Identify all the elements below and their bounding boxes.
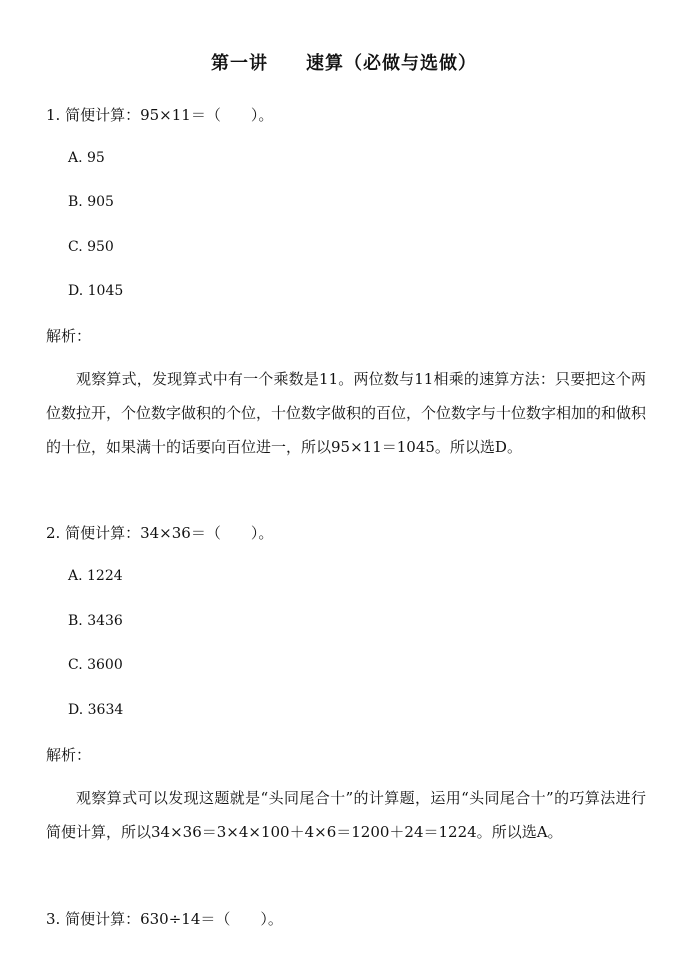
question-3-stem: 3. 简便计算：630÷14＝（ ）。: [46, 910, 283, 928]
question-1-option-a: A. 95: [68, 150, 105, 166]
question-2-option-b: B. 3436: [68, 613, 123, 629]
question-1-option-c: C. 950: [68, 239, 114, 255]
question-2-analysis-text: 观察算式可以发现这题就是“头同尾合十”的计算题，运用“头同尾合十”的巧算法进行简便计算，所以34×36＝3×4×100＋4×6＝1200＋24＝1224。所以选A。: [46, 789, 646, 841]
question-2-option-a: A. 1224: [68, 568, 123, 584]
page-title: 第一讲 速算（必做与选做）: [211, 53, 477, 74]
question-2-stem: 2. 简便计算：34×36＝（ ）。: [46, 524, 274, 542]
question-1-analysis-label: 解析：: [46, 327, 92, 345]
question-1-stem: 1. 简便计算：95×11＝（ ）。: [46, 106, 274, 124]
question-1-option-b: B. 905: [68, 194, 114, 210]
question-2-option-d: D. 3634: [68, 702, 124, 718]
question-1-option-d: D. 1045: [68, 283, 124, 299]
question-2-analysis-label: 解析：: [46, 746, 92, 764]
question-1-analysis-text: 观察算式，发现算式中有一个乘数是11。两位数与11相乘的速算方法：只要把这个两位数拉开，个位数字做积的个位，十位数字做积的百位，个位数字与十位数字相加的和做积的十位，如果满十的话要向百位进一，所以95×11＝1045。所以选D。: [46, 370, 647, 456]
question-2-option-c: C. 3600: [68, 657, 123, 673]
